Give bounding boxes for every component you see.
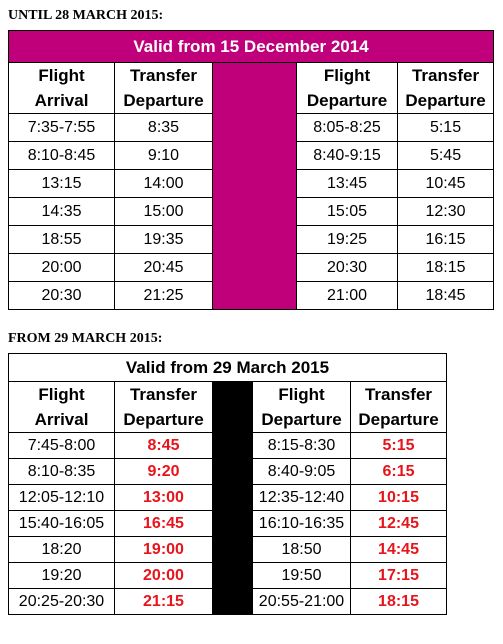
header-transfer-departure (115, 63, 213, 114)
table-cell: 10:45 (398, 170, 494, 198)
column-divider (213, 382, 253, 615)
table-cell: 19:35 (115, 226, 213, 254)
header-line: Departure (405, 91, 486, 110)
table-cell: 19:50 (253, 563, 351, 589)
table-cell: 16:15 (398, 226, 494, 254)
header-line: Departure (306, 91, 388, 110)
table-cell: 15:40-16:05 (9, 511, 115, 537)
table-cell: 18:45 (398, 282, 494, 310)
table-cell: 8:35 (115, 114, 213, 142)
table-cell: 12:05-12:10 (9, 485, 115, 511)
header-transfer-departure (115, 382, 213, 433)
table-cell: 14:00 (115, 170, 213, 198)
header-line: Flight (278, 385, 325, 404)
table-cell: 18:50 (253, 537, 351, 563)
table-cell: 13:15 (9, 170, 115, 198)
table-cell: 13:00 (115, 485, 213, 511)
table-banner: Valid from 15 December 2014 (9, 31, 494, 63)
table-cell: 8:15-8:30 (253, 433, 351, 459)
table-cell: 20:30 (297, 254, 398, 282)
table-cell: 15:00 (115, 198, 213, 226)
header-line: Transfer (364, 385, 433, 404)
table-cell: 5:15 (351, 433, 447, 459)
table-cell: 20:30 (9, 282, 115, 310)
table-cell: 7:45-8:00 (9, 433, 115, 459)
table-cell: 8:40-9:15 (297, 142, 398, 170)
header-line: Transfer (129, 385, 198, 404)
table-cell: 12:35-12:40 (253, 485, 351, 511)
table-cell: 8:40-9:05 (253, 459, 351, 485)
table-cell: 9:10 (115, 142, 213, 170)
table-cell: 8:05-8:25 (297, 114, 398, 142)
table-cell: 20:45 (115, 254, 213, 282)
table-cell: 18:55 (9, 226, 115, 254)
table-cell: 14:45 (351, 537, 447, 563)
table-cell: 18:15 (351, 589, 447, 615)
table-cell: 19:25 (297, 226, 398, 254)
table-cell: 16:10-16:35 (253, 511, 351, 537)
header-flight-arrival (9, 63, 115, 114)
table-cell: 12:30 (398, 198, 494, 226)
table-cell: 9:20 (115, 459, 213, 485)
header-line: Arrival (34, 410, 89, 429)
header-line: Transfer (411, 66, 480, 85)
table-cell: 8:10-8:35 (9, 459, 115, 485)
section-2-label: FROM 29 MARCH 2015: (8, 331, 163, 346)
table-cell: 20:25-20:30 (9, 589, 115, 615)
table-cell: 20:55-21:00 (253, 589, 351, 615)
header-line: Flight (38, 66, 85, 85)
header-transfer-departure (351, 382, 447, 433)
table-cell: 8:10-8:45 (9, 142, 115, 170)
table-cell: 14:35 (9, 198, 115, 226)
header-flight-departure (253, 382, 351, 433)
table-cell: 20:00 (115, 563, 213, 589)
table-cell: 16:45 (115, 511, 213, 537)
table-cell: 6:15 (351, 459, 447, 485)
table-cell: 19:00 (115, 537, 213, 563)
column-divider (213, 63, 297, 310)
schedule-table-from-29-march (8, 353, 447, 615)
section-1-label: UNTIL 28 MARCH 2015: (8, 8, 164, 23)
header-line: Departure (358, 410, 439, 429)
header-line: Flight (38, 385, 85, 404)
table-cell: 10:15 (351, 485, 447, 511)
table-cell: 17:15 (351, 563, 447, 589)
header-line: Transfer (129, 66, 198, 85)
header-flight-departure (297, 63, 398, 114)
table-cell: 8:45 (115, 433, 213, 459)
table-cell: 19:20 (9, 563, 115, 589)
table-cell: 12:45 (351, 511, 447, 537)
table-cell: 21:25 (115, 282, 213, 310)
table-cell: 7:35-7:55 (9, 114, 115, 142)
header-line: Flight (323, 66, 371, 85)
table-cell: 5:15 (398, 114, 494, 142)
table-cell: 18:15 (398, 254, 494, 282)
table-cell: 5:45 (398, 142, 494, 170)
header-line: Departure (123, 91, 204, 110)
table-cell: 20:00 (9, 254, 115, 282)
table-cell: 21:15 (115, 589, 213, 615)
table-banner: Valid from 29 March 2015 (9, 354, 447, 382)
schedule-table-until-28-march (8, 30, 494, 310)
header-line: Departure (123, 410, 204, 429)
table-cell: 21:00 (297, 282, 398, 310)
table-cell: 18:20 (9, 537, 115, 563)
header-line: Departure (261, 410, 342, 429)
table-cell: 13:45 (297, 170, 398, 198)
header-flight-arrival (9, 382, 115, 433)
header-line: Arrival (34, 91, 89, 110)
table-cell: 15:05 (297, 198, 398, 226)
header-transfer-departure (398, 63, 494, 114)
